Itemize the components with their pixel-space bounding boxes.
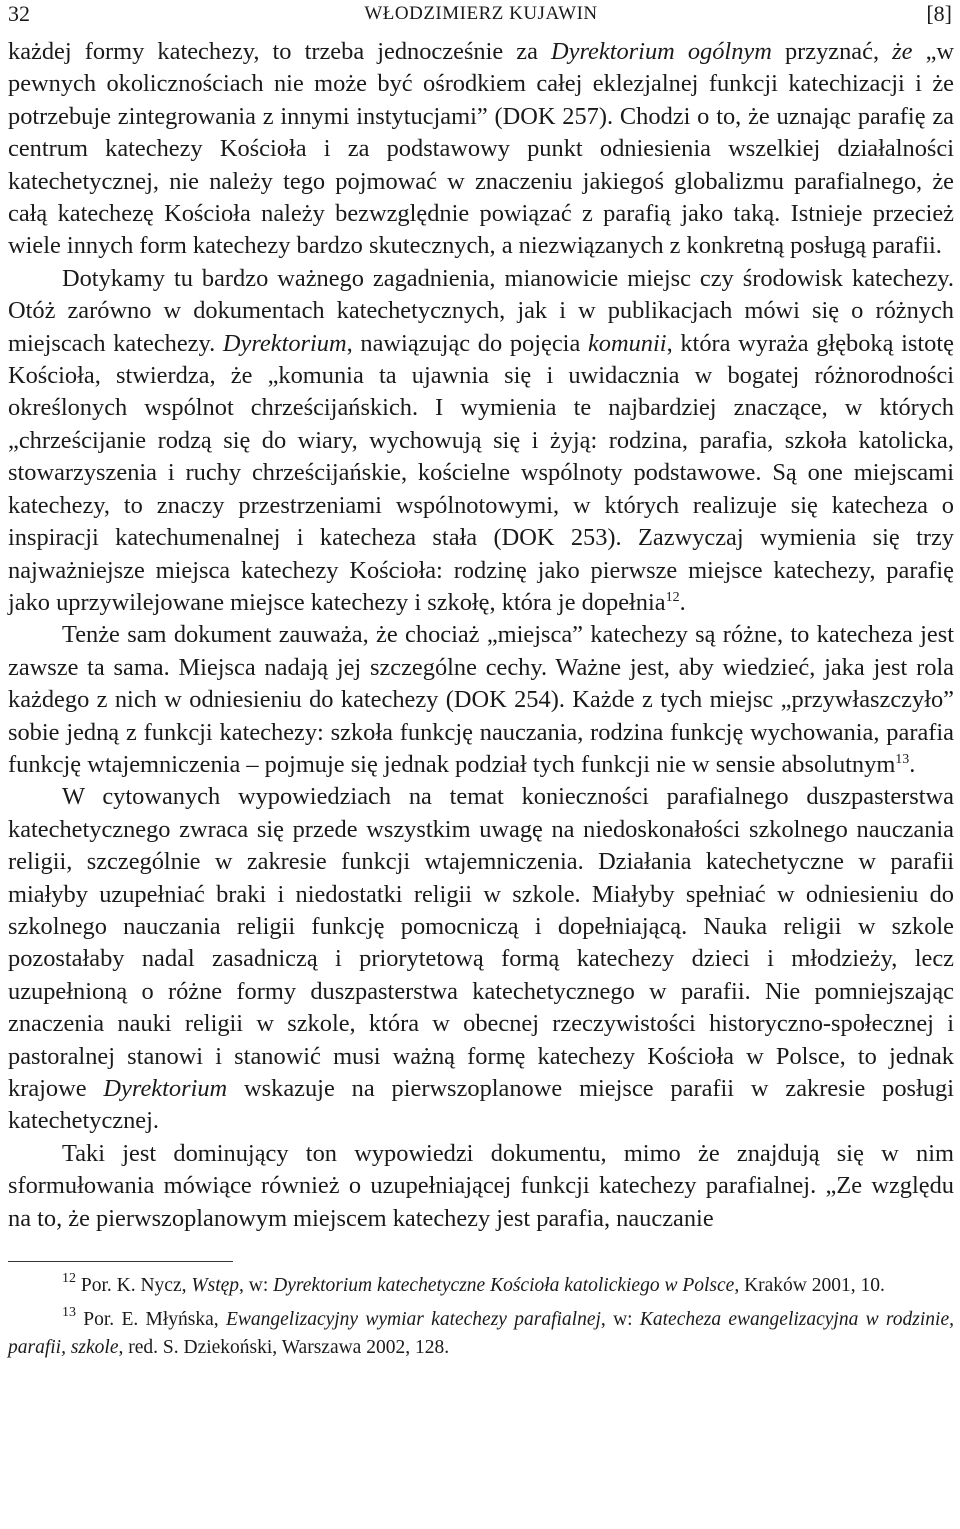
footnote-ref: 12 [62,1271,76,1287]
page-header [8,0,954,28]
paragraph [8,36,954,263]
text-run: , red. S. Dziekoński, Warszawa 2002, 128. [118,1337,450,1359]
footnote-12 [8,1272,954,1300]
text-run: , która wyraża głęboką istotę Kościoła, stwierdza, że „komunia ta ujawnia się i uwidacznia w bogatej różnorodności określonych wspólnot chrześcijańskich. I wymienia te najbardziej znaczące, w których „chrześcijanie rodzą się do wiary, wychowują się i żyją: rodzina, parafia, szkoła katolicka, stowarzyszenia i ruchy chrześcijańskie, kościelne wspólnoty podstawowe. Są one miejscami katechezy, to znaczy przestrzeniami wspólnotowymi, w których realizuje się katecheza o inspiracji katechumenalnej i katecheza stała (DOK 253). Zazwyczaj wymienia się trzy najważniejsze miejsca katechezy Kościoła: rodzinę jako pierwsze miejsce katechezy, parafię jako uprzywilejowane miejsce katechezy i szkołę, która je dopełnia [8,329,954,616]
text-run: , Kraków 2001, 10. [734,1275,885,1297]
page-number: 32 [8,1,30,26]
italic-text: Katecheza ewangelizacyjna w rodzinie, parafii, szkole [8,1309,954,1359]
body-text [8,36,954,1235]
paragraph [8,781,954,1137]
paragraph [8,619,954,781]
text-run: W cytowanych wypowiedziach na temat konieczności parafialnego duszpasterstwa katechetycznego zwraca się przede wszystkim uwagę na niedoskonałości szkolnego nauczania religii, szczególnie w zakresie funkcji wtajemniczenia. Działania katechetyczne w parafii miałyby uzupełniać braki i niedostatki religii w szkole. Miałyby spełniać w odniesieniu do szkolnego nauczania religii funkcję pomocniczą i dopełniającą. Nauka religii w szkole pozostałaby nadal zasadniczą i priorytetową formą katechezy dzieci i młodzieży, lecz uzupełnioną o różne formy duszpasterstwa katechetycznego w parafii. Nie pomniejszając znaczenia nauki religii w szkole, która w obecnej rzeczywistości historyczno-społecznej i pastoralnej stanowi i stanowić musi ważną formę katechezy Kościoła w Polsce, to jednak krajowe [8,783,954,1102]
paragraph [8,1138,954,1235]
text-run: , w: [600,1309,640,1331]
italic-text: Ewangelizacyjny wymiar katechezy parafialnej [225,1309,601,1331]
footnote-ref: 12 [665,589,680,605]
text-run: przyznać, [771,38,893,65]
footnote-ref: 13 [62,1305,76,1321]
text-run: Taki jest dominujący ton wypowiedzi dokumentu, mimo że znajdują się w nim sformułowania mówiące również o uzupełniającej funkcji katechezy parafialnej. „Ze względu na to, że pierwszoplanowym miejscem katechezy jest parafia, nauczanie [8,1139,954,1232]
italic-text: że [892,38,913,65]
running-title: WŁODZIMIERZ KUJAWIN [364,3,598,24]
footnote-ref: 13 [895,751,910,767]
italic-text: Wstęp [191,1275,240,1297]
footnote-13 [8,1306,954,1362]
text-run: wskazuje na pierwszoplanowe miejsce parafii w zakresie posługi katechetycznej. [8,1075,954,1135]
italic-text: Dyrektorium [222,329,347,357]
italic-text: Dyrektorium katechetyczne Kościoła katolickiego w Polsce [273,1275,735,1297]
text-run: Por. K. Nycz, [76,1275,192,1297]
text-run: Dotykamy tu bardzo ważnego zagadnienia, mianowicie miejsc czy środowisk katechezy. Otóż zarówno w dokumentach katechetycznych, jak i w publikacjach mówi się o różnych miejscach katechezy. [8,264,954,357]
text-run: Tenże sam dokument zauważa, że chociaż „miejsca” katechezy są różne, to katecheza jest zawsze ta sama. Miejsca nadają jej szczególne cechy. Ważne jest, aby wiedzieć, jaka jest rola każdego z nich w odniesieniu do katechezy (DOK 254). Każde z tych miejsc „przywłaszczyło” sobie jedną z funkcji katechezy: szkoła funkcję nauczania, rodzina funkcję wychowania, parafia funkcję wtajemniczenia – pojmuje się jednak podział tych funkcji nie w sensie absolutnym [8,621,954,778]
italic-text: Dyrektorium ogólnym [551,38,772,65]
text-run: „w pewnych okolicznościach nie może być ośrodkiem całej eklezjalnej funkcji katechizacji i że potrzebuje zintegrowania z innymi instytucjami” (DOK 257). Chodzi o to, że uznając parafię za centrum katechezy Kościoła i za podstawowy punkt odniesienia wszelkiej działalności katechetycznej, nie należy tego pojmować w znaczeniu jakiegoś globalizmu parafialnego, że całą katechezę Kościoła należy bezwzględnie powiązać z parafią jako taką. Istnieje przecież wiele innych form katechezy bardzo skutecznych, a niezwiązanych z konkretną posługą parafii. [8,38,955,260]
section-number: [8] [926,1,952,26]
footnote-rule [8,1261,233,1262]
italic-text: Dyrektorium [103,1075,228,1102]
text-run: . [909,750,916,778]
paragraph [8,263,954,619]
text-run: Por. E. Młyńska, [76,1309,226,1331]
text-run: , nawiązując do pojęcia [346,329,588,357]
text-run: każdej formy katechezy, to trzeba jednocześnie za [8,38,552,65]
text-run: . [679,588,686,616]
italic-text: komunii [587,329,667,357]
footnotes [8,1272,954,1362]
text-run: , w: [239,1275,274,1297]
